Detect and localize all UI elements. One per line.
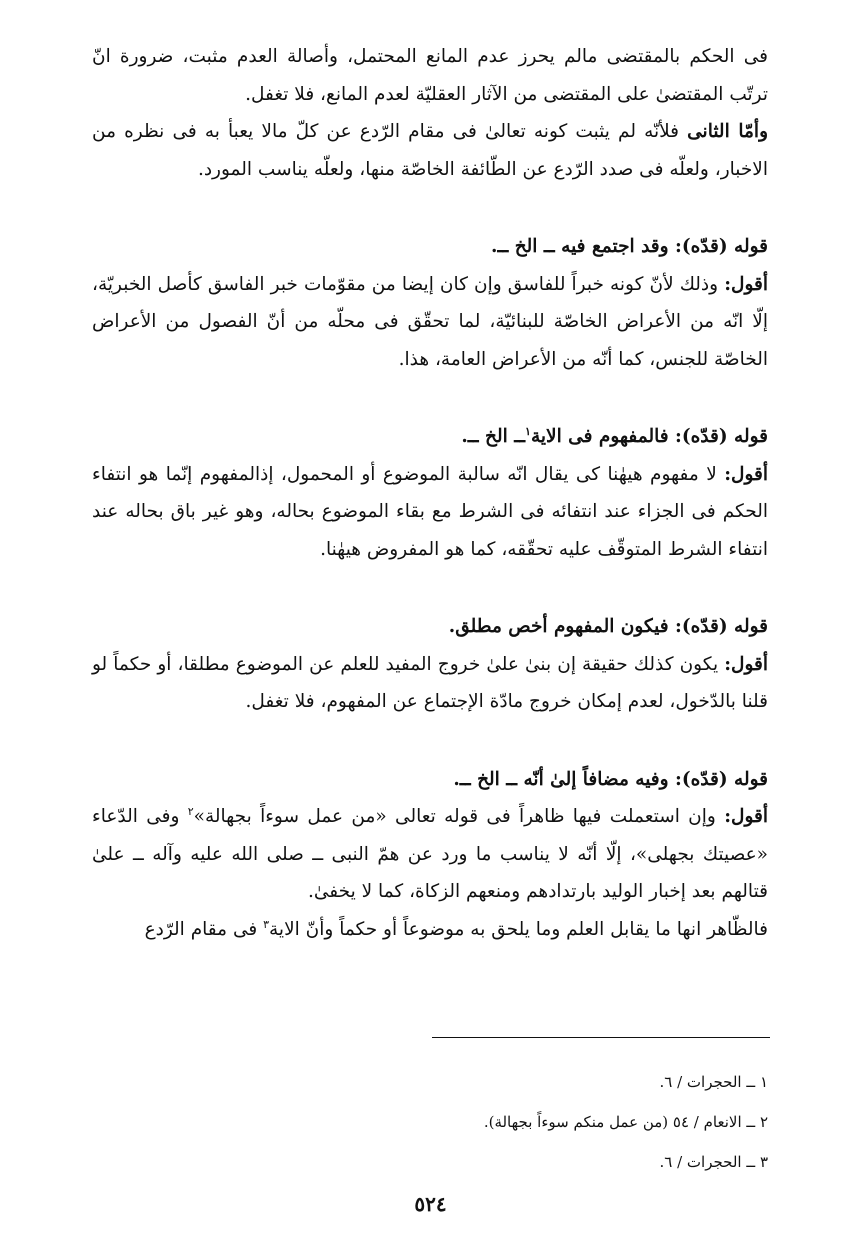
footnote-marker: ٢: [187, 804, 194, 818]
section-gap: [92, 721, 768, 761]
section-body: [92, 456, 768, 569]
paragraph-lead: وأمّا الثانى: [687, 121, 768, 142]
section-heading: [92, 418, 768, 456]
heading-text: قوله (قدّه): فالمفهوم فى الاية: [530, 426, 768, 447]
paragraph-continuation: [92, 38, 768, 113]
section-heading: [92, 608, 768, 646]
section-gap: [92, 378, 768, 418]
section-heading: [92, 761, 768, 799]
section-text: وذلك لأنّ كونه خبراً للفاسق وإن كان إيضا من مقوّمات خبر الفاسق كأصل الخبريّة، إلّا انّه من الأعراض الخاصّة للبنائيّة، لما تحقّق فى محلّه من أنّ الفصول من الأعراض الخاصّة للجنس، كما أنّه من الأعراض العامة، هذا.: [92, 273, 768, 370]
paragraph-text: فلأنّه لم يثبت كونه تعالىٰ فى مقام الرّدع عن كلّ مالا يعبأ به فى نظره من الاخبار، ولعلّه فى صدد الرّدع عن الطّائفة الخاصّة منها، ولعلّه يناسب المورد.: [92, 121, 768, 180]
section-lead: أقول:: [724, 463, 768, 485]
heading-tail: ــ الخ ــ.: [461, 426, 526, 447]
section-heading: [92, 228, 768, 266]
closing-tail: فى مقام الرّدع: [144, 918, 264, 940]
footnotes: [92, 1062, 768, 1182]
footnote-item: ٢ ــ الانعام / ٥٤ (من عمل منكم سوءاً بجهالة).: [483, 1113, 768, 1131]
section-text: لا مفهوم هيهٰنا كى يقال انّه سالبة الموضوع أو المحمول، إذالمفهوم إنّما هو انتفاء الحكم فى الجزاء عند انتفائه فى الشرط مع بقاء الموضوع بحاله، وهو غير باق بحاله عند انتفاء الشرط المتوقّف عليه تحقّقه، كما هو المفروض هيهٰنا.: [92, 463, 768, 560]
footnote-divider: [432, 1037, 770, 1038]
section-gap: [92, 188, 768, 228]
section-lead: أقول:: [724, 273, 768, 295]
footnote-item: ٣ ــ الحجرات / ٦.: [659, 1153, 768, 1171]
closing-paragraph: [92, 911, 768, 949]
section-body: [92, 646, 768, 721]
section-text: يكون كذلك حقيقة إن بنىٰ علىٰ خروج المفيد للعلم عن الموضوع مطلقا، أو حكماً لو قلنا بالدّخول، لعدم إمكان خروج مادّة الإجتماع عن المفهوم، فلا تغفل.: [92, 653, 768, 712]
section-body: [92, 266, 768, 379]
heading-text: قوله (قدّه): وفيه مضافاً إلىٰ أنّه ــ الخ ــ.: [453, 768, 768, 790]
main-text: [92, 38, 768, 948]
section-text: وإن استعملت فيها ظاهراً فى قوله تعالى «من عمل سوءاً بجهالة»: [193, 806, 725, 827]
page-number: ٥٢٤: [414, 1192, 447, 1216]
section-lead: أقول:: [724, 653, 768, 675]
section-gap: [92, 568, 768, 608]
paragraph-text: فى الحكم بالمقتضى مالم يحرز عدم المانع المحتمل، وأصالة العدم مثبت، ضرورة انّ ترتّب المقتضىٰ على المقتضى من الآثار العقليّة لعدم المانع، فلا تغفل.: [92, 46, 768, 105]
section-text-tail: وفى الدّعاء «عصيتك بجهلى»، إلّا أنّه لا يناسب ما ورد عن همّ النبى ــ صلى الله عليه وآله ــ علىٰ قتالهم بعد إخبار الوليد بارتدادهم ومنعهم الزكاة، كما لا يخفىٰ.: [92, 806, 768, 902]
paragraph-second-point: [92, 113, 768, 188]
footnote-marker: ١: [525, 424, 531, 438]
section-lead: أقول:: [724, 806, 768, 827]
footnote-item: ١ ــ الحجرات / ٦.: [659, 1073, 768, 1091]
heading-text: قوله (قدّه): فيكون المفهوم أخص مطلق.: [448, 616, 768, 637]
footnote-marker: ٣: [263, 917, 270, 931]
heading-text: قوله (قدّه): وقد اجتمع فيه ــ الخ ــ.: [491, 236, 768, 257]
section-body: [92, 798, 768, 911]
closing-text: فالظّاهر انها ما يقابل العلم وما يلحق به موضوعاً أو حكماً وأنّ الاية: [269, 918, 768, 940]
